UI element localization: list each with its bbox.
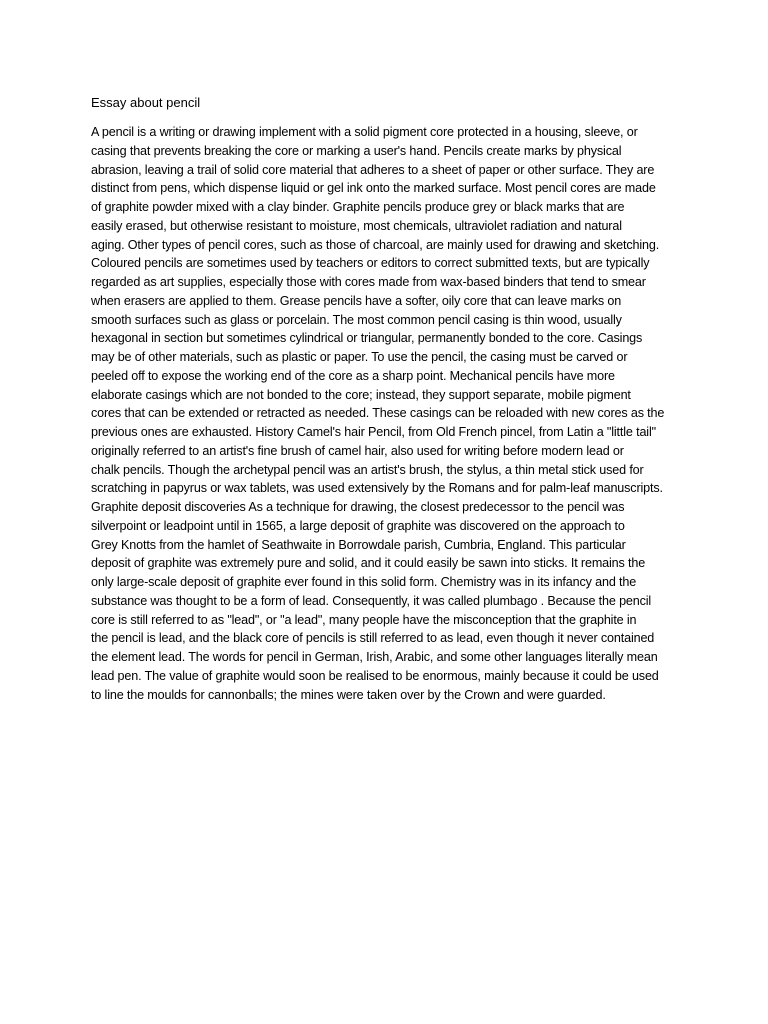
body-text-line: elaborate casings which are not bonded to the core; instead, they support separate, mobile pigment bbox=[91, 387, 631, 402]
body-text-line: substance was thought to be a form of lead. Consequently, it was called plumbago . Because the pencil bbox=[91, 593, 652, 608]
body-text-line: to line the moulds for cannonballs; the mines were taken over by the Crown and were guarded. bbox=[91, 687, 606, 702]
body-text-line: abrasion, leaving a trail of solid core material that adheres to a sheet of paper or other surface. They are bbox=[91, 162, 655, 177]
body-text-line: scratching in papyrus or wax tablets, was used extensively by the Romans and for palm-leaf manuscripts. bbox=[91, 481, 663, 496]
body-text-line: smooth surfaces such as glass or porcelain. The most common pencil casing is thin wood, usually bbox=[91, 312, 622, 327]
body-text-line: when erasers are applied to them. Grease pencils have a softer, oily core that can leave marks on bbox=[91, 293, 622, 308]
body-text-line: lead pen. The value of graphite would soon be realised to be enormous, mainly because it could be used bbox=[91, 668, 659, 683]
body-text-line: peeled off to expose the working end of the core as a sharp point. Mechanical pencils have more bbox=[91, 368, 615, 383]
body-text-line: Coloured pencils are sometimes used by teachers or editors to correct submitted texts, but are typically bbox=[91, 256, 650, 271]
document-title: Essay about pencil bbox=[91, 95, 201, 110]
body-text-line: easily erased, but otherwise resistant to moisture, most chemicals, ultraviolet radiation and natural bbox=[91, 218, 622, 233]
document-body bbox=[91, 123, 681, 704]
body-text-line: regarded as art supplies, especially those with cores made from wax-based binders that tend to smear bbox=[91, 275, 646, 289]
body-text-line: the pencil is lead, and the black core of pencils is still referred to as lead, even though it never contained bbox=[91, 631, 655, 646]
body-text-line: may be of other materials, such as plastic or paper. To use the pencil, the casing must be carved or bbox=[91, 350, 628, 364]
body-text-line: Graphite deposit discoveries As a technique for drawing, the closest predecessor to the pencil was bbox=[91, 500, 625, 514]
body-text-line: distinct from pens, which dispense liquid or gel ink onto the marked surface. Most pencil cores are made bbox=[91, 181, 656, 196]
body-text-line: hexagonal in section but sometimes cylindrical or triangular, permanently bonded to the core. Casings bbox=[91, 331, 643, 346]
body-text-line: of graphite powder mixed with a clay binder. Graphite pencils produce grey or black marks that are bbox=[91, 200, 625, 214]
body-text-line: originally referred to an artist's fine brush of camel hair, also used for writing before modern lead or bbox=[91, 443, 624, 458]
body-text-line: the element lead. The words for pencil in German, Irish, Arabic, and some other languages literally mean bbox=[91, 650, 658, 664]
body-text-line: Grey Knotts from the hamlet of Seathwaite in Borrowdale parish, Cumbria, England. This particular bbox=[91, 537, 626, 552]
body-text-line: core is still referred to as "lead", or "a lead", many people have the misconception that the graphite in bbox=[91, 612, 637, 627]
body-text-line: chalk pencils. Though the archetypal pencil was an artist's brush, the stylus, a thin metal stick used for bbox=[91, 462, 644, 477]
body-text-line: deposit of graphite was extremely pure and solid, and it could easily be sawn into sticks. It remains the bbox=[91, 556, 646, 571]
body-text-line: casing that prevents breaking the core or marking a user's hand. Pencils create marks by physical bbox=[91, 143, 622, 158]
body-text-line: A pencil is a writing or drawing implement with a solid pigment core protected in a housing, sleeve, or bbox=[91, 125, 638, 139]
body-text-line: cores that can be extended or retracted as needed. These casings can be reloaded with new cores as the bbox=[91, 406, 665, 421]
body-text-line: silverpoint or leadpoint until in 1565, a large deposit of graphite was discovered on the approach to bbox=[91, 518, 625, 533]
body-text-line: only large-scale deposit of graphite ever found in this solid form. Chemistry was in its infancy and the bbox=[91, 575, 637, 589]
body-text-line: previous ones are exhausted. History Camel's hair Pencil, from Old French pincel, from Latin a "little tail" bbox=[91, 425, 656, 439]
body-text-line: aging. Other types of pencil cores, such as those of charcoal, are mainly used for drawing and sketching. bbox=[91, 237, 660, 252]
